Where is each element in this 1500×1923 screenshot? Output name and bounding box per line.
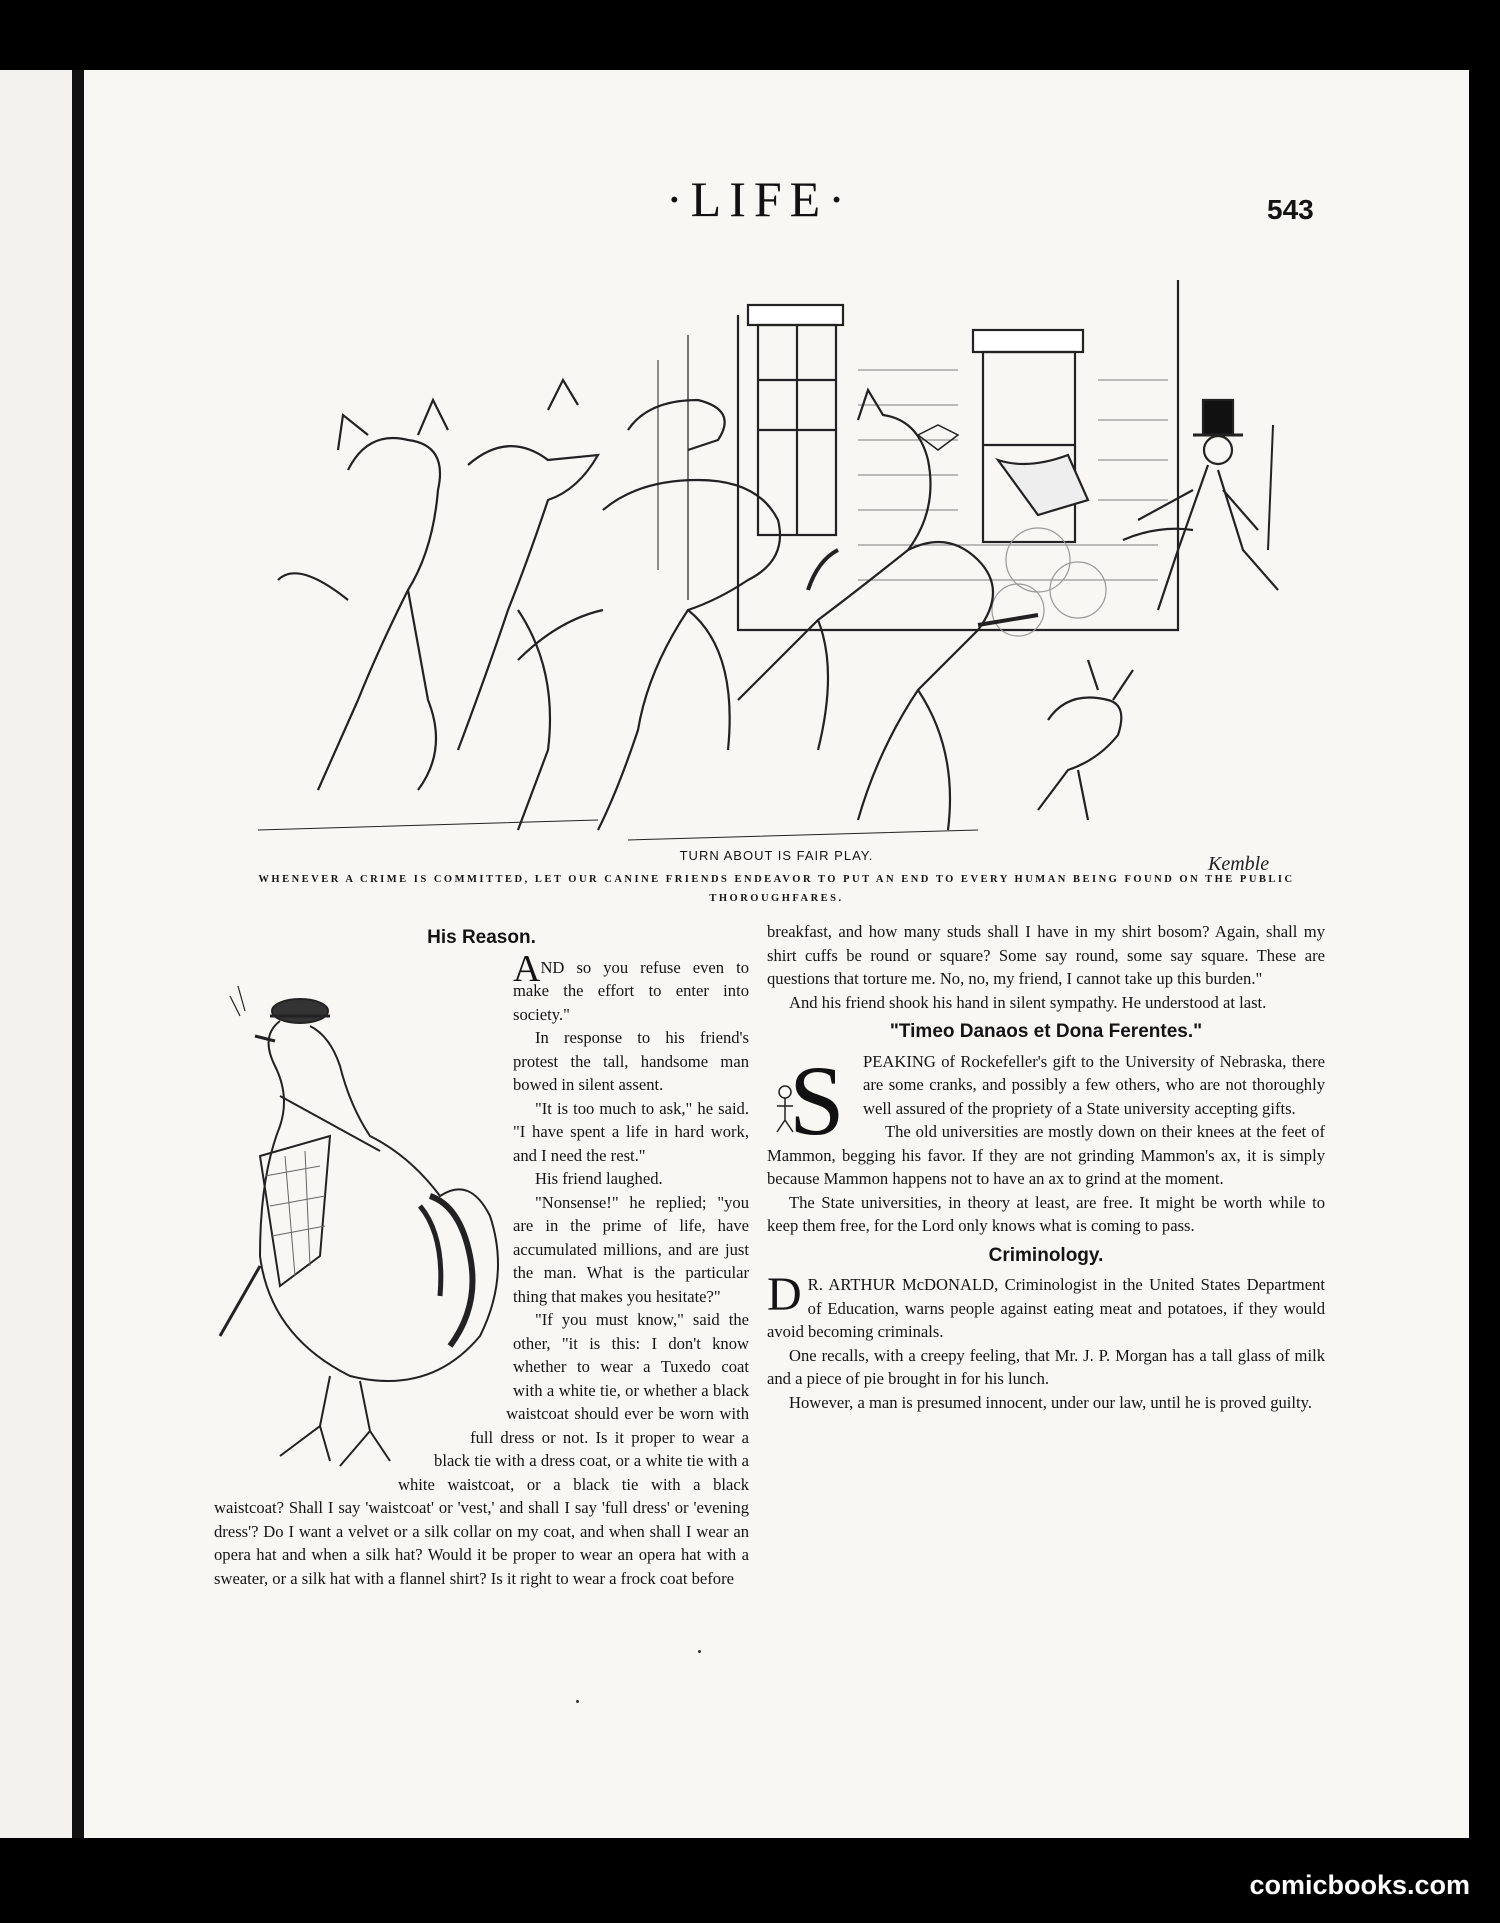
article-title-timeo: "Timeo Danaos et Dona Ferentes." [889, 1021, 1203, 1042]
drop-cap-s [767, 1054, 855, 1144]
watermark: comicbooks.com [1249, 1870, 1470, 1900]
adjacent-page-edge [0, 70, 72, 1838]
column-right [767, 920, 1325, 1414]
his-reason-p4: His friend laughed. [535, 1169, 663, 1188]
masthead: ·LIFE· [666, 171, 853, 227]
criminology-p3: However, a man is presumed innocent, under our law, until he is proved guilty. [789, 1392, 1312, 1412]
cartoon-illustration [218, 230, 1403, 905]
cartoon-caption-title: TURN ABOUT IS FAIR PLAY. [679, 848, 874, 863]
drop-cap-d: D [767, 1268, 802, 1321]
criminology-p1: R. ARTHUR McDONALD, Criminologist in the United States Department of Education, warns people against eating meat and potatoes, if they would avoid becoming criminals. [767, 1275, 1325, 1341]
article-title-his-reason: His Reason. [427, 927, 536, 948]
his-reason-p5: "Nonsense!" he replied; "you are in the prime of life, have accumulated millions, and are just the man. What is the particular thing that makes you hesitate?" [513, 1192, 749, 1306]
artist-signature: Kemble [1208, 853, 1270, 875]
criminology-p2: One recalls, with a creepy feeling, that Mr. J. P. Morgan has a tall glass of milk and a piece of pie brought in for his lunch. [767, 1345, 1325, 1388]
running-man [1123, 400, 1278, 610]
his-reason-p2: In response to his friend's protest the tall, handsome man bowed in silent assent. [513, 1028, 749, 1094]
drop-cap-a: A [513, 947, 541, 990]
his-reason-p6: "If you must know," said the other, "it is this: I don't know whether to wear a Tuxedo coat with a white tie, or whether a black waistcoat should ever be worn with full dress or not. Is it proper to wear a black tie with a dress coat, or a white tie with a white waistcoat, or a black tie with a black waistcoat? Shall I say 'waistcoat' or 'vest,' and shall I say 'full dress' or 'evening dress'? Do I want a velvet or a silk collar on my coat, and when shall I wear an opera hat and when a silk hat? Would it be proper to wear an opera hat with a sweater, or a silk hat with a flannel shirt? Is it right to wear a frock coat before [214, 1310, 749, 1588]
window-right [973, 330, 1088, 542]
svg-text:S: S [789, 1053, 845, 1144]
his-reason-p8: And his friend shook his hand in silent sympathy. He understood at last. [789, 992, 1267, 1012]
timeo-p3: The State universities, in theory at least, are free. It might be worth while to keep them free, for the Lord only knows what is coming to pass. [767, 1192, 1325, 1235]
print-speck [576, 1700, 579, 1703]
his-reason-p1: ND so you refuse even to make the effort to enter into society." [513, 957, 749, 1024]
article-title-criminology: Criminology. [988, 1244, 1104, 1266]
page-gutter [72, 70, 84, 1838]
page-number: 543 [1267, 194, 1314, 225]
magazine-page [84, 70, 1469, 1838]
print-speck [698, 1650, 701, 1653]
dog-group [258, 380, 1133, 840]
timeo-p1: PEAKING of Rockefeller's gift to the University of Nebraska, there are some cranks, and possibly a few others, who are not thoroughly well assured of the propriety of a State university accepting gifts. [863, 1051, 1325, 1118]
his-reason-p3: "It is too much to ask," he said. "I have spent a life in hard work, and I need the rest." [513, 1098, 749, 1165]
rooster-illustration [200, 956, 505, 1476]
column-left [214, 920, 749, 1590]
cartoon-caption-text: WHENEVER A CRIME IS COMMITTED, LET OUR CANINE FRIENDS ENDEAVOR TO PUT AN END TO EVERY HUMAN BEING FOUND ON THE PUBLIC THOROUGHFARES. [258, 874, 1295, 904]
his-reason-p7: breakfast, and how many studs shall I have in my shirt bosom? Again, shall my shirt cuffs be round or square? Some say round, some say square. These are questions that torture me. No, no, my friend, I cannot take up this burden." [767, 922, 1325, 988]
timeo-p2: The old universities are mostly down on their knees at the feet of Mammon, begging his favor. If they are not grinding Mammon's ax, it is simply because Mammon happens not to have an ax to grind at the moment. [767, 1122, 1325, 1188]
